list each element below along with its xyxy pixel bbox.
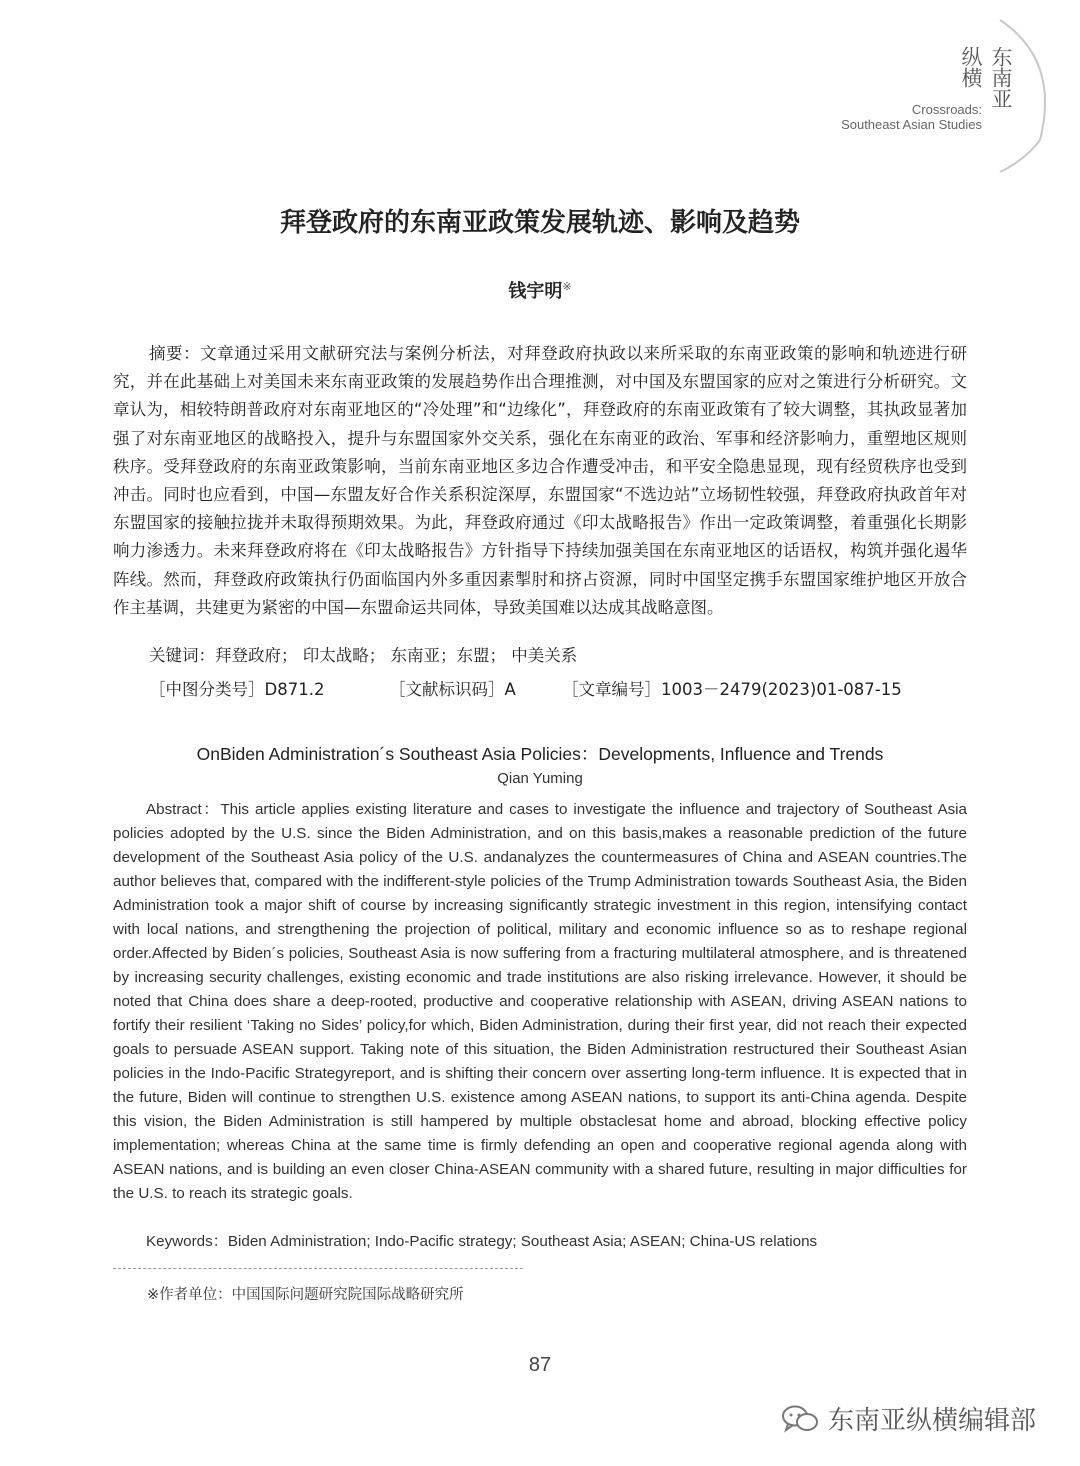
clc-number: ［中图分类号］D871.2 [149, 680, 325, 699]
author-name-cn: 钱宇明 [508, 281, 563, 302]
classification-row [149, 676, 969, 702]
journal-name-zh-right: 东南亚 [989, 46, 1013, 109]
wechat-icon [780, 1404, 820, 1434]
abstract-en-body: This article applies existing literature and cases to investigate the influence and trajectory of Southeast Asia policies adopted by the U.S. since the Biden Administration, and on this basis,makes a reasonable prediction of the future development of the Southeast Asia policy of the U.S. andanalyzes the countermeasures of China and ASEAN countries.The author believes that, compared with the indifferent-style policies of the Trump Administration towards Southeast Asia, the Biden Administration took a major shift of course by increasing significantly strategic investment in this region, intensifying contact with local nations, and strengthening the projection of political, military and economic influence so as to reshape regional order.Affected by Biden´s policies, Southeast Asia is now suffering from a fracturing multilateral atmosphere, and is threatened by increasing security challenges, existing economic and trade institutions are also risking irrelevance. However, it should be noted that China does share a deep-rooted, productive and cooperative relationship with ASEAN, driving ASEAN nations to fortify their resilient ‘Taking no Sides’ policy,for which, Biden Administration, during their first year, did not reach their expected goals to persuade ASEAN support. Taking note of this situation, the Biden Administration restructured their Southeast Asian policies in the Indo-Pacific Strategyreport, and is shifting their concern over asserting long-term influence. It is expected that in the future, Biden will continue to strengthen U.S. existence among ASEAN nations, to support its anti-China agenda. Despite this vision, the Biden Administration is still hampered by multiple obstaclesat home and abroad, blocking effective policy implementation; whereas China at the same time is firmly defending an open and cooperative regional agenda along with ASEAN nations, and is building an even closer China-ASEAN community with a shared future, resulting in major difficulties for the U.S. to reach its strategic goals. [113, 801, 967, 1202]
author-en: Qian Yuming [497, 770, 583, 787]
keywords-en [146, 1230, 817, 1251]
author-affiliation-footnote: ※作者单位：中国国际问题研究院国际战略研究所 [147, 1287, 464, 1303]
keywords-cn: 关键词：拜登政府； 印太战略； 东南亚；东盟； 中美关系 [149, 646, 578, 665]
journal-name-en-line2: Southeast Asian Studies [841, 117, 982, 132]
author-cn [0, 277, 1080, 303]
article-title-cn: 拜登政府的东南亚政策发展轨迹、影响及趋势 [279, 208, 800, 238]
abstract-en-label: Abstract： [146, 801, 221, 818]
journal-name-zh-left: 纵横 [959, 46, 983, 88]
page-number: 87 [528, 1354, 552, 1376]
journal-name-en [841, 102, 982, 132]
article-number: ［文章编号］1003－2479(2023)01-087-15 [562, 680, 902, 699]
article-title-en: OnBiden Administration´s Southeast Asia Policies：Developments, Influence and Trends [196, 744, 884, 764]
document-code: ［文献标识码］A [389, 680, 516, 699]
watermark-text: 东南亚纵横编辑部 [828, 1406, 1037, 1436]
keywords-en-label: Keywords： [146, 1233, 228, 1250]
author-footnote-mark: ※ [562, 280, 572, 293]
abstract-en [113, 798, 967, 1206]
keywords-en-body: Biden Administration; Indo-Pacific strategy; Southeast Asia; ASEAN; China-US relations [227, 1233, 818, 1250]
abstract-cn: 摘要：文章通过采用文献研究法与案例分析法，对拜登政府执政以来所采取的东南亚政策的影响和轨迹进行研究，并在此基础上对美国未来东南亚政策的发展趋势作出合理推测，对中国及东盟国家的应对之策进行分析研究。文章认为，相较特朗普政府对东南亚地区的“冷处理”和“边缘化”，拜登政府的东南亚政策有了较大调整，其执政显著加强了对东南亚地区的战略投入，提升与东盟国家外交关系，强化在东南亚的政治、军事和经济影响力，重塑地区规则秩序。受拜登政府的东南亚政策影响，当前东南亚地区多边合作遭受冲击，和平安全隐患显现，现有经贸秩序也受到冲击。同时也应看到，中国—东盟友好合作关系积淀深厚，东盟国家“不选边站”立场韧性较强，拜登政府执政首年对东盟国家的接触拉拢并未取得预期效果。为此，拜登政府通过《印太战略报告》作出一定政策调整，着重强化长期影响力渗透力。未来拜登政府将在《印太战略报告》方针指导下持续加强美国在东南亚地区的话语权，构筑并强化遏华阵线。然而，拜登政府政策执行仍面临国内外多重因素掣肘和挤占资源，同时中国坚定携手东盟国家维护地区开放合作主基调，共建更为紧密的中国—东盟命运共同体，导致美国难以达成其战略意图。 [113, 344, 967, 617]
footnote-divider [113, 1268, 523, 1269]
journal-name-en-line1: Crossroads: [911, 102, 982, 117]
